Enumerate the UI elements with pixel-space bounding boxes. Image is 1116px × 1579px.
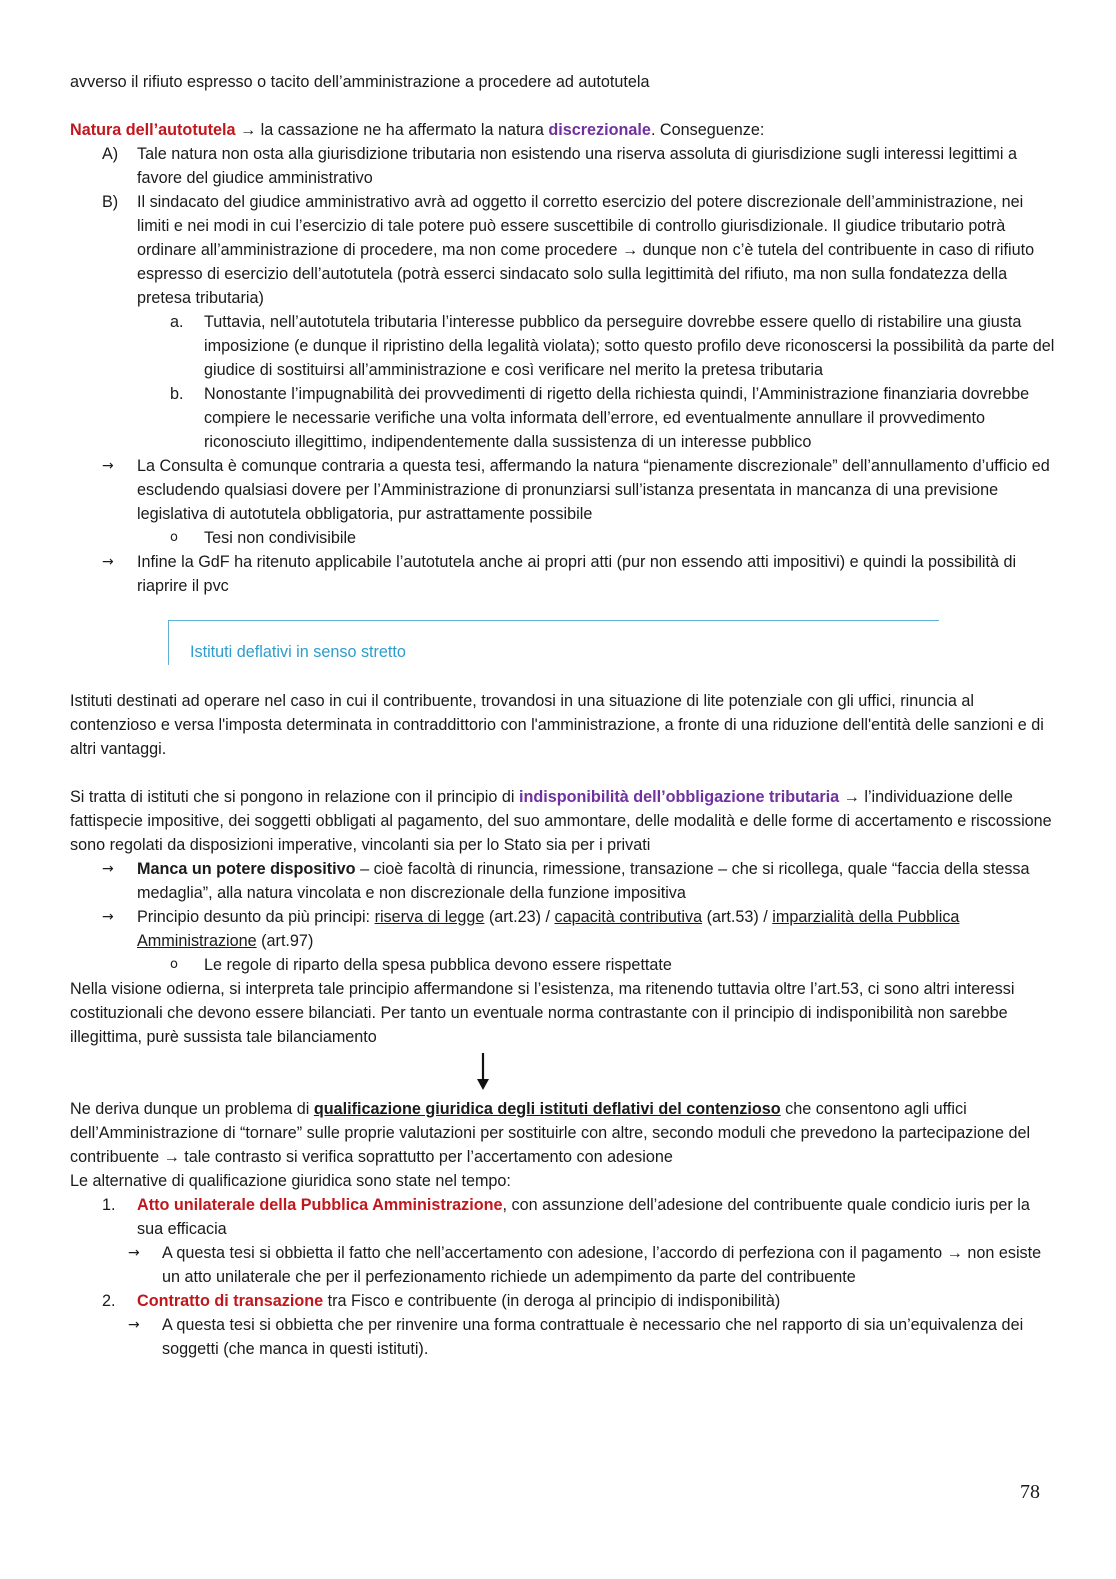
principio-riserva: riserva di legge <box>374 908 485 926</box>
principio-art: (art.23) / <box>484 908 555 926</box>
alternative-title: Contratto di transazione <box>137 1292 324 1310</box>
principio-imparzialita: imparzialità della Pubblica Amministrazione <box>137 908 960 950</box>
riparto-subitem <box>70 953 1060 977</box>
arrow-bullet-icon: → <box>128 1317 140 1333</box>
list-item-text: , con assunzione dell’adesione del contribuente quale condicio iuris per la sua efficacia <box>137 1196 1030 1238</box>
visione-odierna-paragraph: Nella visione odierna, si interpreta tale principio affermandone si l’esistenza, ma ritenendo tuttavia oltre l’art.53, ci sono altri interessi costituzionali che devono essere bilanciati. Per tanto un eventuale norma contrastante con il principio di indisponibilità non sarebbe illegittima, purè sussista tale bilanciamento <box>70 980 1015 1046</box>
page-number: 78 <box>1020 1481 1040 1503</box>
alternative-item-2 <box>70 1289 1060 1313</box>
indisponibilita-paragraph <box>70 785 1060 857</box>
indisp-post: → l’individuazione delle fattispecie impositive, dei soggetti obbligati al pagamento, del suo ammontare, delle modalità e delle forme di accertamento e riscossione sono regolati da disposizioni imperative, vincolanti sia per lo Stato sia per i privati <box>70 788 1052 854</box>
indisp-keyword: indisponibilità dell’obbligazione tributaria <box>519 788 840 806</box>
arrow-bullet-icon: → <box>102 909 114 925</box>
list-item-text: Tale natura non osta alla giurisdizione tributaria non esistendo una riserva assoluta di giurisdizione sugli interessi legittimi a favore del giudice amministrativo <box>137 145 1018 187</box>
gdf-item <box>70 550 1060 598</box>
natura-text-post: . Conseguenze: <box>650 121 765 139</box>
alternatives-line: Le alternative di qualificazione giuridica sono state nel tempo: <box>70 1172 511 1190</box>
list-item-text: A questa tesi si obbietta il fatto che nell’accertamento con adesione, l’accordo di perfeziona con il pagamento → non esiste un atto unilaterale che per il perfezionamento richiede un adempimento da parte del contribuente <box>162 1244 1042 1286</box>
principio-art: (art.97) <box>256 932 314 950</box>
list-item-text: tra Fisco e contribuente (in deroga al principio di indisponibilità) <box>323 1292 781 1310</box>
consulta-subitem <box>70 526 1060 550</box>
section-heading: Istituti deflativi in senso stretto <box>190 643 406 661</box>
principio-pre: Principio desunto da più principi: <box>137 908 375 926</box>
principio-art: (art.53) / <box>702 908 773 926</box>
list-item-text: La Consulta è comunque contraria a questa tesi, affermando la natura “pienamente discrezionale” dell’annullamento d’ufficio ed escludendo qualsiasi dovere per l’Amministrazione di pronunziarsi sull’istanza presentata in mancanza di una previsione legislativa di autotutela obbligatoria, pur astrattamente possibile <box>137 457 1050 523</box>
arrow-bullet-icon: → <box>128 1245 140 1261</box>
principio-item <box>70 905 1060 953</box>
list-item-text: Infine la GdF ha ritenuto applicabile l’autotutela anche ai propri atti (pur non essendo atti impositivi) e quindi la possibilità di riaprire il pvc <box>137 553 1017 595</box>
list-item-text: Le regole di riparto della spesa pubblica devono essere rispettate <box>204 956 672 974</box>
principio-capacita: capacità contributiva <box>554 908 703 926</box>
list-marker: b. <box>170 385 184 403</box>
indisp-pre: Si tratta di istituti che si pongono in relazione con il principio di <box>70 788 519 806</box>
circle-bullet-icon: o <box>170 530 178 545</box>
qualif-post: che consentono agli uffici dell’Amministrazione di “tornare” sulle proprie valutazioni per sostituirle con altre, secondo moduli che prevedono la partecipazione del contribuente → tale contrasto si verifica soprattutto per l’accertamento con adesione <box>70 1100 1031 1166</box>
list-item-b <box>70 190 1060 310</box>
qualif-keyword: qualificazione giuridica degli istituti deflativi del contenzioso <box>313 1100 781 1118</box>
list-item-text: Nonostante l’impugnabilità dei provvedimenti di rigetto della richiesta quindi, l’Amministrazione finanziaria dovrebbe compiere le necessarie verifiche una volta informata dell’errore, ed eventualmente annullare il provvedimento riconosciuto illegittimo, indipendentemente dalla sussistenza di un interesse pubblico <box>204 385 1030 451</box>
arrow-icon: → <box>240 121 257 139</box>
alternative-title: Atto unilaterale della Pubblica Amministrazione <box>137 1196 503 1214</box>
list-item-text: A questa tesi si obbietta che per rinvenire una forma contrattuale è necessario che nel rapporto di sia un’equivalenza dei soggetti (che manca in questi istituti). <box>162 1316 1024 1358</box>
qualif-pre: Ne deriva dunque un problema di <box>70 1100 314 1118</box>
definition-paragraph: Istituti destinati ad operare nel caso in cui il contribuente, trovandosi in una situazione di lite potenziale con gli uffici, rinuncia al contenzioso e versa l'imposta determinata in contraddittorio con l'amministrazione, a fronte di una riduzione dell'entità delle sanzioni e di altri vantaggi. <box>70 692 1044 758</box>
consulta-item <box>70 454 1060 526</box>
list-marker: A) <box>102 145 119 163</box>
natura-text-pre: la cassazione ne ha affermato la natura <box>256 121 549 139</box>
list-item-text: Tuttavia, nell’autotutela tributaria l’interesse pubblico da perseguire dovrebbe essere quello di ristabilire una giusta imposizione (e dunque il ripristino della legalità violata); sotto questo profilo deve riconoscersi la possibilità da parte del giudice di sostituirsi all’amministrazione e così verificare nel merito la pretesa tributaria <box>204 313 1055 379</box>
page-content <box>70 70 1060 1361</box>
alternative-1-objection <box>70 1241 1060 1289</box>
arrow-bullet-icon: → <box>102 554 114 570</box>
alternative-2-objection <box>70 1313 1060 1361</box>
list-marker: a. <box>170 313 184 331</box>
natura-keyword: discrezionale <box>548 121 651 139</box>
list-marker: B) <box>102 193 119 211</box>
section-heading-box <box>168 620 939 665</box>
arrow-bullet-icon: → <box>102 458 114 474</box>
alternative-item-1 <box>70 1193 1060 1241</box>
arrow-bullet-icon: → <box>102 861 114 877</box>
list-item-a <box>70 142 1060 190</box>
list-marker: 2. <box>102 1292 116 1310</box>
sublist-item-a <box>70 310 1060 382</box>
potere-dispositivo-item <box>70 857 1060 905</box>
list-item-text: Tesi non condivisibile <box>204 529 357 547</box>
natura-paragraph <box>70 118 1060 142</box>
item-bold-text: Manca un potere dispositivo <box>137 860 356 878</box>
intro-line: avverso il rifiuto espresso o tacito dell’amministrazione a procedere ad autotutela <box>70 73 650 91</box>
sublist-item-b <box>70 382 1060 454</box>
qualificazione-paragraph <box>70 1097 1060 1169</box>
list-marker: 1. <box>102 1196 116 1214</box>
list-item-text: Il sindacato del giudice amministrativo avrà ad oggetto il corretto esercizio del potere discrezionale dell’amministrazione, nei limiti e nei modi in cui l’esercizio di tale potere può essere suscettibile di controllo giurisdizionale. Il giudice tributario potrà ordinare all’amministrazione di procedere, ma non come procedere → dunque non c’è tutela del contribuente in caso di rifiuto espresso di esercizio dell’autotutela (potrà esserci sindacato solo sulla legittimità del rifiuto, ma non sulla fondatezza della pretesa tributaria) <box>137 193 1035 307</box>
circle-bullet-icon: o <box>170 957 178 972</box>
list-item-text: – cioè facoltà di rinuncia, rimessione, transazione – che si ricollega, quale “faccia della stessa medaglia”, alla natura vincolata e non discrezionale della funzione impositiva <box>137 860 1030 902</box>
natura-title: Natura dell’autotutela <box>70 121 236 139</box>
down-arrow-icon <box>70 1049 1060 1097</box>
